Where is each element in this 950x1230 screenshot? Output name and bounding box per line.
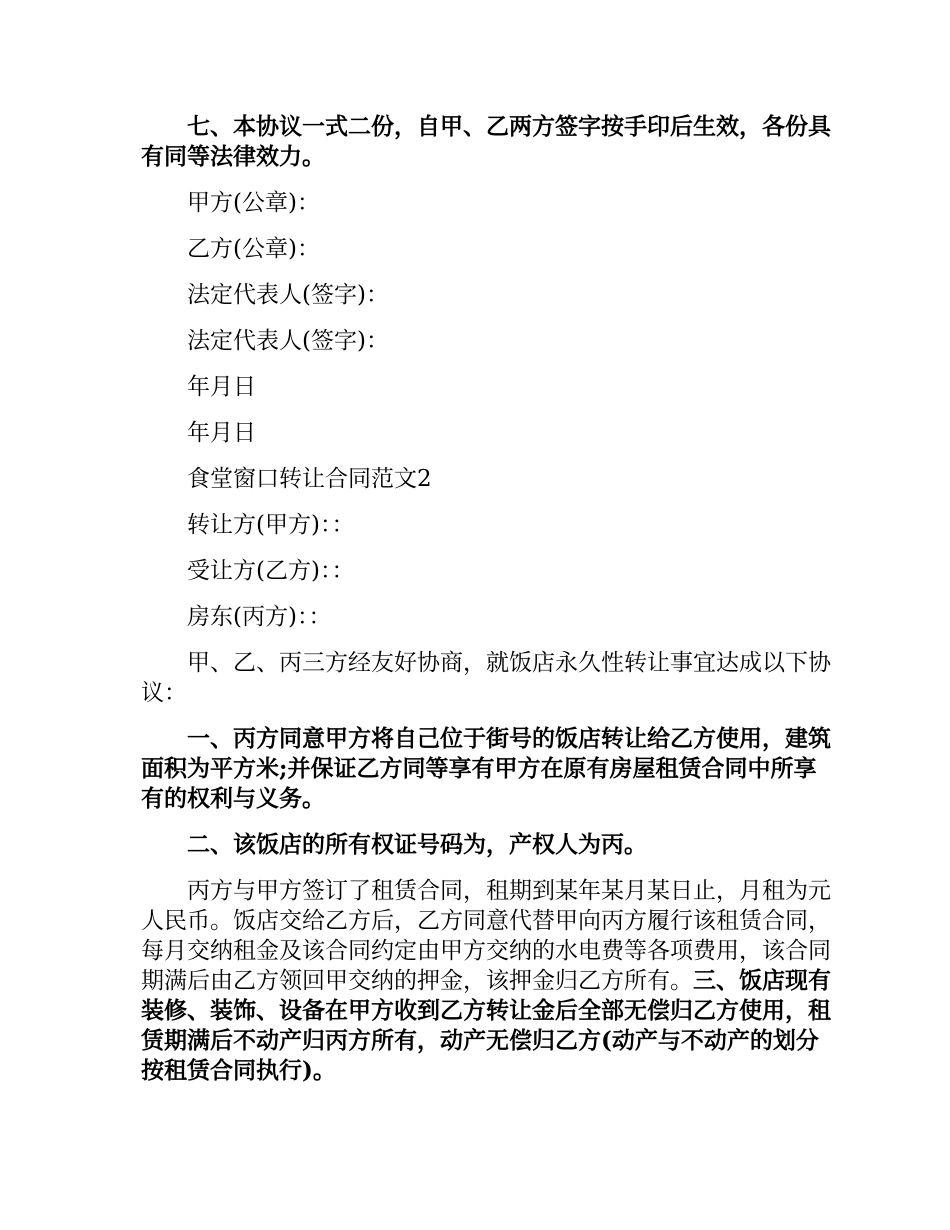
lease-text: 丙方与甲方签订了租赁合同，租期到某年某月某日止，月租为元人民币。饭店交给乙方后，乙方同意代替甲向丙方履行该租赁合同，每月交纳租金及该合同约定由甲方交纳的水电费等各项费用，该合同期满后由乙方领回甲交纳的押金，该押金归乙方所有。 xyxy=(141,878,831,994)
landlord-label: 房东(丙方)：： xyxy=(187,604,332,630)
document-page xyxy=(141,112,831,1086)
transferor-label: 转让方(甲方)：： xyxy=(187,512,355,538)
clause-7: 七、本协议一式二份，自甲、乙两方签字按手印后生效，各份具有同等法律效力。 xyxy=(141,113,831,170)
party-b-seal-label: 乙方(公章)： xyxy=(187,236,320,262)
party-a-seal-label: 甲方(公章)： xyxy=(187,190,320,216)
legal-rep-signature-label: 法定代表人(签字)： xyxy=(187,328,389,354)
lease-paragraph xyxy=(141,876,831,1086)
clause-2: 二、该饭店的所有权证号码为，产权人为丙。 xyxy=(187,831,647,858)
date-line: 年月日 xyxy=(187,374,256,400)
intro-paragraph: 甲、乙、丙三方经友好协商，就饭店永久性转让事宜达成以下协议： xyxy=(141,650,831,706)
date-line: 年月日 xyxy=(187,420,256,446)
transferee-label: 受让方(乙方)：： xyxy=(187,558,355,584)
section-title: 食堂窗口转让合同范文2 xyxy=(187,466,432,492)
clause-3: 三、饭店现有装修、装饰、设备在甲方收到乙方转让金后全部无偿归乙方使用，租赁期满后不动产归丙方所有，动产无偿归乙方(动产与不动产的划分按租赁合同执行)。 xyxy=(141,967,831,1084)
legal-rep-signature-label: 法定代表人(签字)： xyxy=(187,282,389,308)
clause-1: 一、丙方同意甲方将自己位于街号的饭店转让给乙方使用，建筑面积为平方米;并保证乙方同等享有甲方在原有房屋租赁合同中所享有的权利与义务。 xyxy=(141,725,831,812)
